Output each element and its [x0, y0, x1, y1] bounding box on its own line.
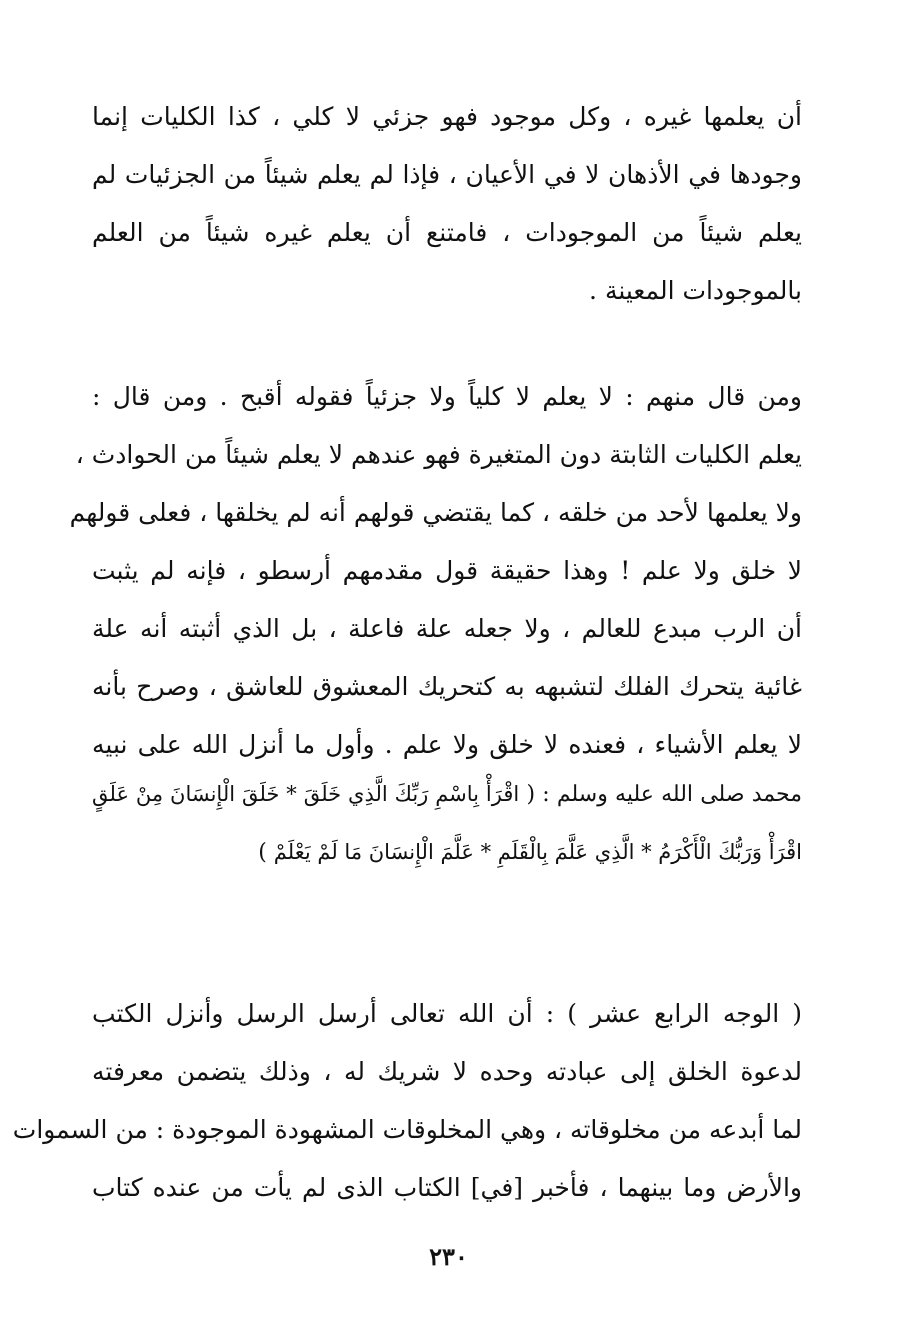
text-line: أن يعلمها غيره ، وكل موجود فهو جزئي لا كلي ، كذا الكليات إنما: [92, 102, 802, 131]
verse-text: اقْرَأْ وَرَبُّكَ الْأَكْرَمُ * الَّذِي عَلَّمَ بِالْقَلَمِ * عَلَّمَ الْإِنسَانَ مَا لَمْ يَعْلَمْ: [273, 840, 802, 864]
text-line: لدعوة الخلق إلى عبادته وحده لا شريك له ، وذلك يتضمن معرفته: [92, 1057, 802, 1086]
text-line: ولا يعلمها لأحد من خلقه ، كما يقتضي قولهم أنه لم يخلقها ، فعلى قولهم: [69, 498, 802, 527]
text-line: لما أبدعه من مخلوقاته ، وهي المخلوقات المشهودة الموجودة : من السموات: [12, 1115, 802, 1144]
text-line: ( الوجه الرابع عشر ) : أن الله تعالى أرسل الرسل وأنزل الكتب: [92, 999, 802, 1028]
text-line: ومن قال منهم : لا يعلم لا كلياً ولا جزئياً فقوله أقبح . ومن قال :: [92, 382, 802, 411]
text-line: والأرض وما بينهما ، فأخبر [في] الكتاب الذى لم يأت من عنده كتاب: [92, 1173, 802, 1202]
text-line: بالموجودات المعينة .: [589, 276, 802, 305]
verse-text: اقْرَأْ بِاسْمِ رَبِّكَ الَّذِي خَلَقَ * خَلَقَ الْإِنسَانَ مِنْ عَلَقٍ: [92, 782, 520, 806]
page-number: ٢٣٠: [429, 1242, 468, 1271]
quote-suffix: ): [258, 840, 267, 865]
quote-prefix: محمد صلى الله عليه وسلم : (: [526, 782, 802, 807]
text-line: لا خلق ولا علم ! وهذا حقيقة قول مقدمهم أرسطو ، فإنه لم يثبت: [92, 556, 802, 585]
paragraph-1: [92, 88, 802, 320]
quran-quote: [92, 765, 802, 881]
text-line: يعلم الكليات الثابتة دون المتغيرة فهو عندهم لا يعلم شيئاً من الحوادث ،: [75, 440, 802, 469]
text-line: لا يعلم الأشياء ، فعنده لا خلق ولا علم . وأول ما أنزل الله على نبيه: [92, 730, 802, 759]
quran-line: [92, 823, 802, 881]
text-line: يعلم شيئاً من الموجودات ، فامتنع أن يعلم غيره شيئاً من العلم: [92, 218, 802, 247]
text-line: وجودها في الأذهان لا في الأعيان ، فإذا لم يعلم شيئاً من الجزئيات لم: [92, 160, 802, 189]
text-line: غائية يتحرك الفلك لتشبهه به كتحريك المعشوق للعاشق ، وصرح بأنه: [92, 672, 802, 701]
quran-line: [92, 765, 802, 823]
paragraph-2: [69, 368, 802, 774]
text-line: أن الرب مبدع للعالم ، ولا جعله علة فاعلة ، بل الذي أثبته أنه علة: [92, 614, 802, 643]
paragraph-3: [12, 985, 802, 1217]
